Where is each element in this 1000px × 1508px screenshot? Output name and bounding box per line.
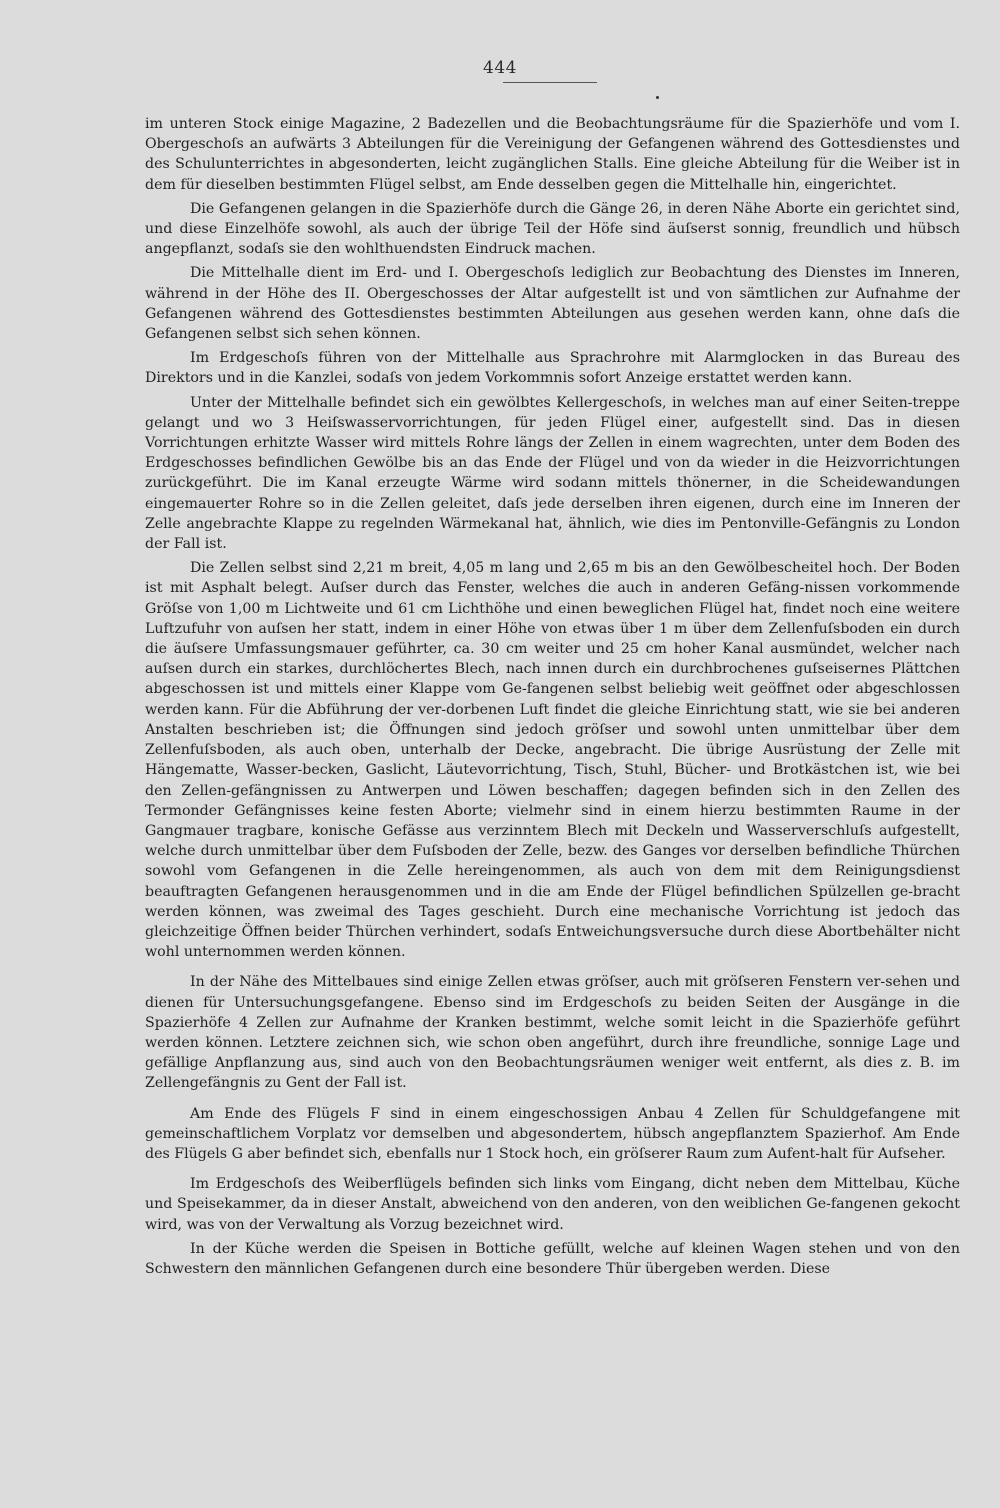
page-number: 444: [483, 58, 517, 78]
paragraph: In der Nähe des Mittelbaues sind einige Zellen etwas gröſser, auch mit gröſseren Fenstern ver-sehen und dienen für Untersuchungsgefangene. Ebenso sind im Erdgeschoſs zu beiden Seiten der Ausgänge in die Spazierhöfe 4 Zellen zur Aufnahme der Kranken bestimmt, welche somit leicht in die Spazierhöfe geführt werden können. Letztere zeichnen sich, wie schon oben angeführt, durch ihre freundliche, sonnige Lage und gefällige Anpflanzung aus, sind auch von den Beobachtungsräumen weniger weit entfernt, als dies z. B. im Zellengefängnis zu Gent der Fall ist.: [145, 974, 960, 1092]
paragraph: Im Erdgeschoſs des Weiberflügels befinden sich links vom Eingang, dicht neben dem Mittelbau, Küche und Speisekammer, da in dieser Anstalt, abweichend von den anderen, von den weiblichen Ge-fangenen gekocht wird, was von der Verwaltung als Vorzug bezeichnet wird.: [145, 1176, 960, 1233]
paragraph: im unteren Stock einige Magazine, 2 Badezellen und die Beobachtungsräume für die Spazierhöfe und vom I. Obergeschoſs an aufwärts 3 Abteilungen für die Vereinigung der Gefangenen während des Gottesdienstes und des Schulunterrichtes in abgesonderten, leicht zugänglichen Stalls. Eine gleiche Abteilung für die Weiber ist in dem für dieselben bestimmten Flügel selbst, am Ende desselben gegen die Mittelhalle hin, eingerichtet.: [145, 116, 960, 193]
paragraph: Im Erdgeschoſs führen von der Mittelhalle aus Sprachrohre mit Alarmglocken in das Bureau des Direktors und in die Kanzlei, sodaſs von jedem Vorkommnis sofort Anzeige erstattet werden kann.: [145, 350, 960, 387]
body-text: [145, 114, 960, 1283]
paragraph: Am Ende des Flügels F sind in einem eingeschossigen Anbau 4 Zellen für Schuldgefangene mit gemeinschaftlichem Vorplatz vor demselben und abgesondertem, hübsch angepflanztem Spazierhof. Am Ende des Flügels G aber befindet sich, ebenfalls nur 1 Stock hoch, ein gröſserer Raum zum Aufent-halt für Aufseher.: [145, 1105, 960, 1162]
paragraph: Die Zellen selbst sind 2,21 m breit, 4,05 m lang und 2,65 m bis an den Gewölbescheitel hoch. Der Boden ist mit Asphalt belegt. Auſser durch das Fenster, welches die auch in anderen Gefäng-nissen vorkommende Gröſse von 1,00 m Lichtweite und 61 cm Lichthöhe und einen beweglichen Flügel hat, findet noch eine weitere Luftzufuhr von auſsen her statt, indem in einer Höhe von etwas über 1 m über dem Zellenfuſsboden ein durch die äuſsere Umfassungsmauer geführter, ca. 30 cm weiter und 25 cm hoher Kanal ausmündet, welcher nach auſsen durch ein starkes, durchlöchertes Blech, nach innen durch ein durchbrochenes guſseisernes Plättchen abgeschossen ist und mittels einer Klappe vom Ge-fangenen selbst beliebig weit geöffnet oder abgeschlossen werden kann. Für die Abführung der ver-dorbenen Luft findet die gleiche Einrichtung statt, wie sie bei anderen Anstalten beschrieben ist; die Öffnungen sind jedoch gröſser und sowohl unten unmittelbar über dem Zellenfuſsboden, als auch oben, unterhalb der Decke, angebracht. Die übrige Ausrüstung der Zelle mit Hängematte, Wasser-becken, Gaslicht, Läutevorrichtung, Tisch, Stuhl, Bücher- und Brotkästchen ist, wie bei den Zellen-gefängnissen zu Antwerpen und Löwen beschaffen; dagegen befinden sich in den Zellen des Termonder Gefängnisses keine festen Aborte; vielmehr sind in einem hierzu bestimmten Raume in der Gangmauer tragbare, konische Gefässe aus verzinntem Blech mit Deckeln und Wasserverschluſs aufgestellt, welche durch unmittelbar über dem Fuſsboden der Zelle, bezw. des Ganges vor derselben befindliche Thürchen sowohl vom Gefangenen in die Zelle hereingenommen, als auch von dem mit dem Reinigungsdienst beauftragten Gefangenen herausgenommen und in die am Ende der Flügel befindlichen Spülzellen ge-bracht werden können, was zweimal des Tages geschieht. Durch eine mechanische Vorrichtung ist jedoch das gleichzeitige Öffnen beider Thürchen verhindert, sodaſs Entweichungsversuche durch diese Abortbehälter nicht wohl unternommen werden können.: [145, 560, 960, 961]
page-number-underline: [503, 82, 597, 83]
paragraph: Die Gefangenen gelangen in die Spazierhöfe durch die Gänge 26, in deren Nähe Aborte ein gerichtet sind, und diese Einzelhöfe sowohl, als auch der übrige Teil der Höfe sind äuſserst sonnig, freundlich und hübsch angepflanzt, sodaſs sie den wohlthuendsten Eindruck machen.: [145, 200, 960, 258]
paragraph: Unter der Mittelhalle befindet sich ein gewölbtes Kellergeschoſs, in welches man auf einer Seiten-treppe gelangt und wo 3 Heiſswasservorrichtungen, für jeden Flügel einer, aufgestellt sind. Das in diesen Vorrichtungen erhitzte Wasser wird mittels Rohre längs der Zellen in einem wagrechten, unter dem Boden des Erdgeschosses befindlichen Gewölbe bis an das Ende der Flügel und von da wieder in die Heizvorrichtungen zurückgeführt. Die im Kanal erzeugte Wärme wird sodann mittels thönerner, in die Scheidewandungen eingemauerter Rohre so in die Zellen geleitet, daſs jede derselben ihren eigenen, durch eine im Inneren der Zelle angebrachte Klappe zu regelnden Wärmekanal hat, ähnlich, wie dies im Pentonville-Gefängnis zu London der Fall ist.: [145, 394, 960, 553]
ink-speck: [656, 96, 659, 99]
paragraph: In der Küche werden die Speisen in Bottiche gefüllt, welche auf kleinen Wagen stehen und von den Schwestern den männlichen Gefangenen durch eine besondere Thür übergeben werden. Diese: [145, 1240, 960, 1277]
paragraph: Die Mittelhalle dient im Erd- und I. Obergeschoſs lediglich zur Beobachtung des Dienstes im Inneren, während in der Höhe des II. Obergeschosses der Altar aufgestellt ist und von sämtlichen zur Aufnahme der Gefangenen während des Gottesdienstes bestimmten Abteilungen aus gesehen werden kann, ohne daſs die Gefangenen selbst sich sehen können.: [145, 265, 960, 343]
